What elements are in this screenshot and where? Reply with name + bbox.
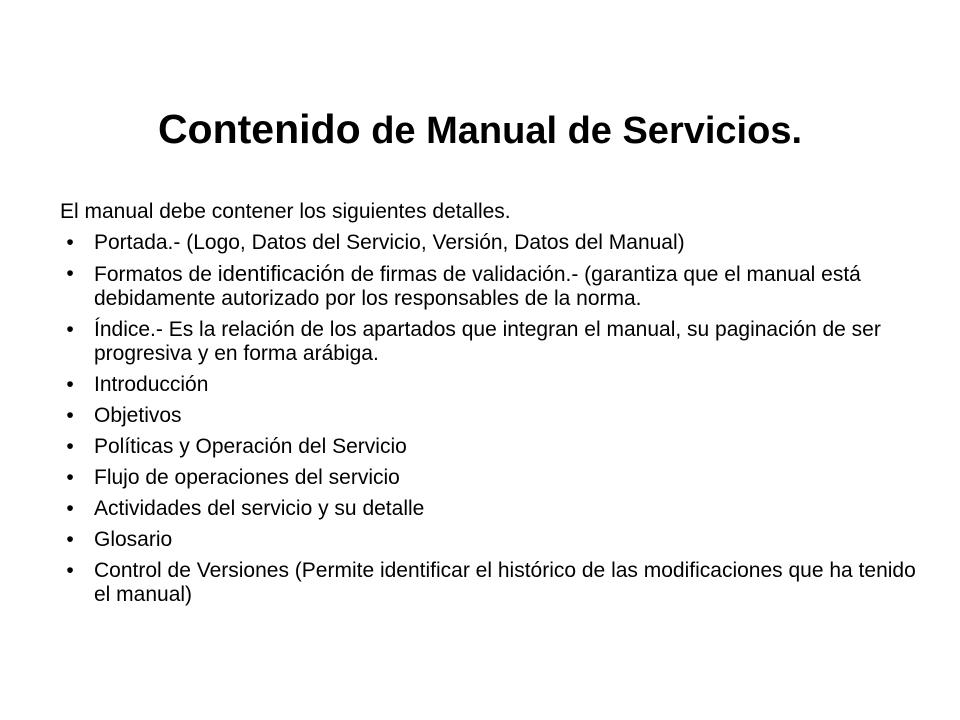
list-item	[60, 404, 920, 428]
bullet-list	[60, 231, 920, 607]
bullet-icon: •	[66, 497, 74, 520]
list-item-text: Índice.- Es la relación de los apartados que integran el manual, su paginación de ser progresiva y en forma arábiga.	[94, 318, 881, 365]
bullet-icon: •	[66, 262, 74, 285]
list-item	[60, 262, 920, 311]
bullet-icon: •	[66, 528, 74, 551]
bullet-icon: •	[66, 404, 74, 427]
bullet-icon: •	[66, 373, 74, 396]
slide-title-part-2: de Manual de Servicios.	[360, 109, 803, 152]
bullet-icon: •	[66, 466, 74, 489]
bullet-icon: •	[66, 318, 74, 341]
bullet-icon: •	[66, 559, 74, 582]
list-item	[60, 435, 920, 459]
list-item-text: Glosario	[94, 528, 173, 551]
list-item	[60, 559, 920, 607]
slide-title	[60, 99, 900, 161]
intro-text: El manual debe contener los siguientes detalles.	[60, 200, 511, 223]
list-item	[60, 528, 920, 552]
slide-body	[60, 200, 920, 614]
list-item-text: Políticas y Operación del Servicio	[94, 435, 407, 458]
list-item-text: Introducción	[94, 373, 209, 396]
list-item-text: Actividades del servicio y su detalle	[94, 497, 425, 520]
list-item-text: Control de Versiones (Permite identificar el histórico de las modificaciones que ha tenido el manual)	[94, 559, 916, 606]
slide-title-part-1: Contenido	[157, 105, 361, 152]
list-item	[60, 497, 920, 521]
list-item-text-pre: Formatos de	[94, 263, 218, 286]
list-item-text: Flujo de operaciones del servicio	[94, 466, 400, 489]
bullet-icon: •	[66, 231, 74, 254]
list-item	[60, 466, 920, 490]
list-item	[60, 231, 920, 255]
list-item	[60, 373, 920, 397]
list-item	[60, 318, 920, 366]
bullet-icon: •	[66, 435, 74, 458]
list-item-text-emphasis: identificación	[217, 261, 345, 286]
list-item-text: Objetivos	[94, 404, 182, 427]
list-item-text-post: de firmas de validación.- (garantiza que el manual está debidamente autorizado por los responsables de la norma.	[94, 263, 861, 310]
list-item-text: Portada.- (Logo, Datos del Servicio, Versión, Datos del Manual)	[94, 231, 685, 254]
